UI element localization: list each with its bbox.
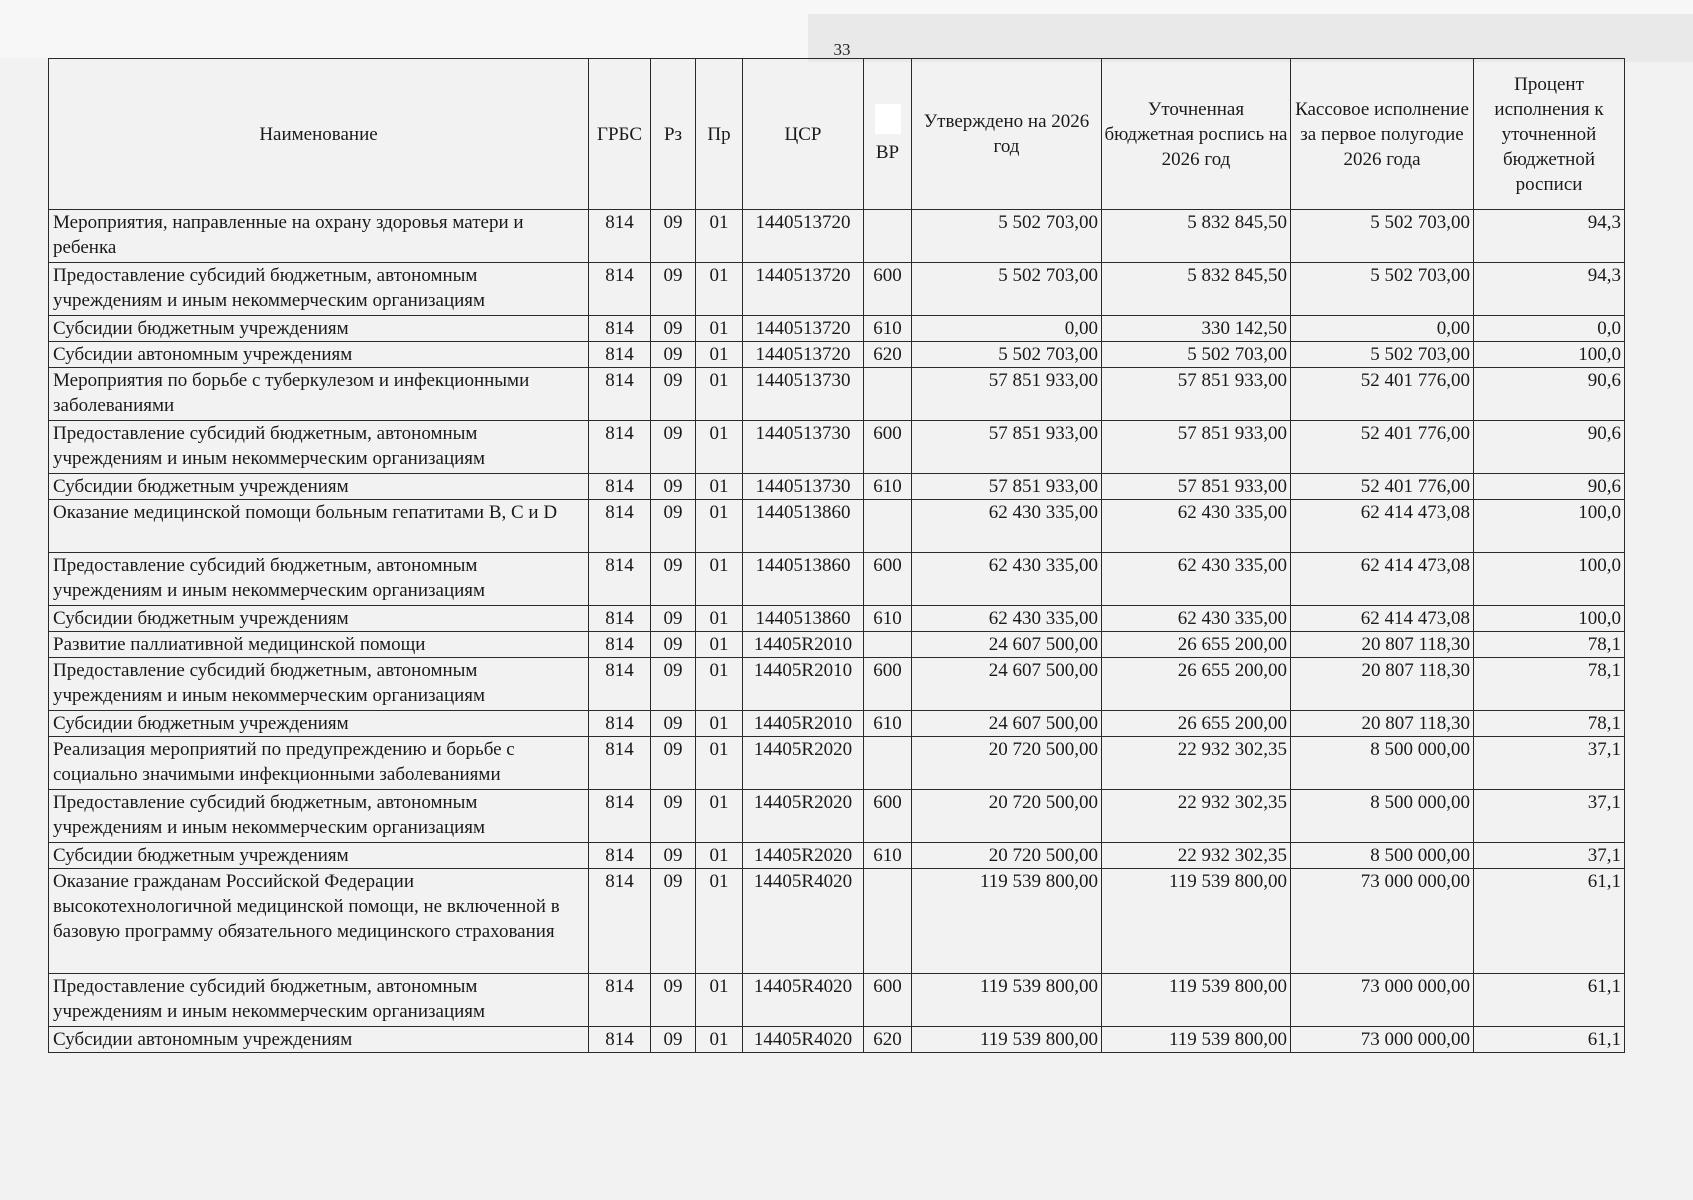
cell-approved: 57 851 933,00 (912, 421, 1102, 474)
cell-vr (864, 632, 912, 658)
cell-vr: 610 (864, 843, 912, 869)
cell-revised: 5 832 845,50 (1102, 263, 1291, 316)
cell-cash: 0,00 (1291, 316, 1474, 342)
table-row (49, 737, 1625, 790)
cell-grbs: 814 (589, 342, 651, 368)
cell-cash: 5 502 703,00 (1291, 210, 1474, 263)
cell-revised: 26 655 200,00 (1102, 632, 1291, 658)
cell-vr: 600 (864, 658, 912, 711)
cell-name: Субсидии бюджетным учреждениям (49, 316, 589, 342)
cell-revised: 22 932 302,35 (1102, 843, 1291, 869)
cell-name: Субсидии автономным учреждениям (49, 1027, 589, 1053)
table-header (49, 59, 1625, 210)
cell-csr: 14405R2020 (743, 737, 864, 790)
cell-pr: 01 (696, 1027, 743, 1053)
cell-name: Предоставление субсидий бюджетным, автономным учреждениям и иным некоммерческим организациям (49, 658, 589, 711)
budget-execution-table (48, 58, 1625, 1053)
cell-percent: 61,1 (1474, 1027, 1625, 1053)
cell-approved: 62 430 335,00 (912, 606, 1102, 632)
table-row (49, 711, 1625, 737)
cell-rz: 09 (651, 790, 696, 843)
cell-approved: 24 607 500,00 (912, 632, 1102, 658)
table-row (49, 210, 1625, 263)
cell-pr: 01 (696, 368, 743, 421)
cell-grbs: 814 (589, 790, 651, 843)
cell-cash: 73 000 000,00 (1291, 1027, 1474, 1053)
cell-grbs: 814 (589, 632, 651, 658)
cell-name: Субсидии бюджетным учреждениям (49, 711, 589, 737)
cell-approved: 62 430 335,00 (912, 553, 1102, 606)
cell-vr (864, 500, 912, 553)
cell-pr: 01 (696, 263, 743, 316)
cell-pr: 01 (696, 974, 743, 1027)
header-csr: ЦСР (743, 59, 864, 210)
cell-grbs: 814 (589, 500, 651, 553)
table-row (49, 843, 1625, 869)
cell-percent: 61,1 (1474, 974, 1625, 1027)
cell-csr: 1440513720 (743, 263, 864, 316)
cell-approved: 5 502 703,00 (912, 263, 1102, 316)
cell-pr: 01 (696, 711, 743, 737)
cell-revised: 57 851 933,00 (1102, 368, 1291, 421)
cell-percent: 100,0 (1474, 606, 1625, 632)
cell-vr: 620 (864, 1027, 912, 1053)
cell-vr: 600 (864, 974, 912, 1027)
cell-approved: 20 720 500,00 (912, 737, 1102, 790)
cell-percent: 100,0 (1474, 342, 1625, 368)
cell-revised: 5 502 703,00 (1102, 342, 1291, 368)
cell-name: Оказание гражданам Российской Федерации высокотехнологичной медицинской помощи, не включенной в базовую программу обязательного медицинского страхования (49, 869, 589, 974)
header-vr-cell (864, 59, 912, 210)
cell-grbs: 814 (589, 263, 651, 316)
cell-approved: 20 720 500,00 (912, 843, 1102, 869)
cell-rz: 09 (651, 737, 696, 790)
cell-csr: 1440513730 (743, 421, 864, 474)
cell-vr: 600 (864, 553, 912, 606)
cell-pr: 01 (696, 474, 743, 500)
table-row (49, 421, 1625, 474)
cell-revised: 26 655 200,00 (1102, 658, 1291, 711)
cell-approved: 24 607 500,00 (912, 658, 1102, 711)
cell-csr: 1440513720 (743, 210, 864, 263)
cell-approved: 119 539 800,00 (912, 1027, 1102, 1053)
cell-approved: 57 851 933,00 (912, 474, 1102, 500)
cell-csr: 14405R2010 (743, 658, 864, 711)
cell-cash: 20 807 118,30 (1291, 632, 1474, 658)
cell-name: Субсидии автономным учреждениям (49, 342, 589, 368)
cell-percent: 37,1 (1474, 790, 1625, 843)
cell-revised: 57 851 933,00 (1102, 421, 1291, 474)
cell-cash: 5 502 703,00 (1291, 342, 1474, 368)
cell-rz: 09 (651, 210, 696, 263)
cell-revised: 119 539 800,00 (1102, 1027, 1291, 1053)
cell-vr (864, 210, 912, 263)
cell-rz: 09 (651, 553, 696, 606)
cell-name: Мероприятия, направленные на охрану здоровья матери и ребенка (49, 210, 589, 263)
cell-vr: 610 (864, 316, 912, 342)
cell-grbs: 814 (589, 869, 651, 974)
cell-grbs: 814 (589, 210, 651, 263)
cell-rz: 09 (651, 421, 696, 474)
cell-approved: 119 539 800,00 (912, 869, 1102, 974)
cell-pr: 01 (696, 553, 743, 606)
header-row (49, 59, 1625, 210)
cell-approved: 57 851 933,00 (912, 368, 1102, 421)
cell-approved: 20 720 500,00 (912, 790, 1102, 843)
cell-revised: 119 539 800,00 (1102, 974, 1291, 1027)
cell-csr: 1440513730 (743, 368, 864, 421)
cell-vr: 600 (864, 263, 912, 316)
redaction-mark (875, 104, 901, 134)
cell-revised: 119 539 800,00 (1102, 869, 1291, 974)
cell-cash: 62 414 473,08 (1291, 606, 1474, 632)
cell-pr: 01 (696, 500, 743, 553)
cell-percent: 100,0 (1474, 553, 1625, 606)
cell-rz: 09 (651, 316, 696, 342)
cell-percent: 90,6 (1474, 421, 1625, 474)
cell-pr: 01 (696, 869, 743, 974)
cell-cash: 20 807 118,30 (1291, 711, 1474, 737)
page-number: 33 (833, 40, 851, 59)
cell-revised: 62 430 335,00 (1102, 553, 1291, 606)
cell-vr: 600 (864, 790, 912, 843)
table-row (49, 316, 1625, 342)
cell-rz: 09 (651, 632, 696, 658)
cell-percent: 90,6 (1474, 474, 1625, 500)
cell-name: Субсидии бюджетным учреждениям (49, 606, 589, 632)
cell-percent: 0,0 (1474, 316, 1625, 342)
cell-percent: 61,1 (1474, 869, 1625, 974)
cell-name: Мероприятия по борьбе с туберкулезом и инфекционными заболеваниями (49, 368, 589, 421)
cell-name: Предоставление субсидий бюджетным, автономным учреждениям и иным некоммерческим организациям (49, 421, 589, 474)
cell-pr: 01 (696, 843, 743, 869)
cell-percent: 78,1 (1474, 632, 1625, 658)
table-row (49, 632, 1625, 658)
cell-rz: 09 (651, 342, 696, 368)
cell-rz: 09 (651, 606, 696, 632)
cell-cash: 52 401 776,00 (1291, 474, 1474, 500)
cell-pr: 01 (696, 421, 743, 474)
header-name: Наименование (49, 59, 589, 210)
cell-pr: 01 (696, 737, 743, 790)
cell-pr: 01 (696, 342, 743, 368)
cell-approved: 0,00 (912, 316, 1102, 342)
cell-vr (864, 368, 912, 421)
cell-grbs: 814 (589, 843, 651, 869)
cell-grbs: 814 (589, 1027, 651, 1053)
table-row (49, 500, 1625, 553)
cell-rz: 09 (651, 368, 696, 421)
cell-name: Предоставление субсидий бюджетным, автономным учреждениям и иным некоммерческим организациям (49, 974, 589, 1027)
cell-cash: 52 401 776,00 (1291, 421, 1474, 474)
header-pr: Пр (696, 59, 743, 210)
cell-csr: 1440513730 (743, 474, 864, 500)
cell-pr: 01 (696, 632, 743, 658)
cell-cash: 73 000 000,00 (1291, 869, 1474, 974)
cell-approved: 62 430 335,00 (912, 500, 1102, 553)
cell-name: Предоставление субсидий бюджетным, автономным учреждениям и иным некоммерческим организациям (49, 790, 589, 843)
cell-rz: 09 (651, 974, 696, 1027)
cell-grbs: 814 (589, 474, 651, 500)
cell-name: Оказание медицинской помощи больным гепатитами В, С и D (49, 500, 589, 553)
header-grbs: ГРБС (589, 59, 651, 210)
table-row (49, 368, 1625, 421)
header-vr: ВР (875, 141, 900, 163)
cell-revised: 62 430 335,00 (1102, 500, 1291, 553)
cell-revised: 22 932 302,35 (1102, 737, 1291, 790)
header-percent: Процент исполнения к уточненной бюджетной росписи (1474, 59, 1625, 210)
cell-csr: 14405R2020 (743, 790, 864, 843)
cell-csr: 14405R2020 (743, 843, 864, 869)
cell-cash: 52 401 776,00 (1291, 368, 1474, 421)
cell-revised: 5 832 845,50 (1102, 210, 1291, 263)
cell-name: Реализация мероприятий по предупреждению и борьбе с социально значимыми инфекционными заболеваниями (49, 737, 589, 790)
cell-percent: 94,3 (1474, 263, 1625, 316)
cell-cash: 20 807 118,30 (1291, 658, 1474, 711)
cell-grbs: 814 (589, 368, 651, 421)
cell-csr: 14405R4020 (743, 974, 864, 1027)
cell-revised: 62 430 335,00 (1102, 606, 1291, 632)
cell-cash: 8 500 000,00 (1291, 843, 1474, 869)
cell-cash: 5 502 703,00 (1291, 263, 1474, 316)
cell-cash: 8 500 000,00 (1291, 737, 1474, 790)
cell-name: Субсидии бюджетным учреждениям (49, 843, 589, 869)
cell-grbs: 814 (589, 711, 651, 737)
cell-cash: 62 414 473,08 (1291, 553, 1474, 606)
cell-rz: 09 (651, 658, 696, 711)
cell-csr: 14405R4020 (743, 869, 864, 974)
cell-percent: 94,3 (1474, 210, 1625, 263)
table-row (49, 974, 1625, 1027)
cell-name: Субсидии бюджетным учреждениям (49, 474, 589, 500)
cell-vr (864, 869, 912, 974)
cell-csr: 14405R4020 (743, 1027, 864, 1053)
cell-cash: 8 500 000,00 (1291, 790, 1474, 843)
cell-approved: 5 502 703,00 (912, 210, 1102, 263)
cell-csr: 1440513860 (743, 606, 864, 632)
header-approved: Утверждено на 2026 год (912, 59, 1102, 210)
cell-rz: 09 (651, 843, 696, 869)
cell-name: Предоставление субсидий бюджетным, автономным учреждениям и иным некоммерческим организациям (49, 263, 589, 316)
header-cash: Кассовое исполнение за первое полугодие 2026 года (1291, 59, 1474, 210)
cell-csr: 14405R2010 (743, 711, 864, 737)
cell-grbs: 814 (589, 658, 651, 711)
cell-percent: 37,1 (1474, 843, 1625, 869)
cell-revised: 26 655 200,00 (1102, 711, 1291, 737)
table-row (49, 606, 1625, 632)
table-row (49, 1027, 1625, 1053)
table-row (49, 869, 1625, 974)
cell-vr (864, 737, 912, 790)
header-rz: Рз (651, 59, 696, 210)
scan-shading (808, 14, 1693, 62)
cell-rz: 09 (651, 263, 696, 316)
cell-vr: 620 (864, 342, 912, 368)
cell-csr: 1440513720 (743, 342, 864, 368)
cell-name: Предоставление субсидий бюджетным, автономным учреждениям и иным некоммерческим организациям (49, 553, 589, 606)
cell-grbs: 814 (589, 553, 651, 606)
cell-csr: 14405R2010 (743, 632, 864, 658)
table-row (49, 658, 1625, 711)
cell-grbs: 814 (589, 974, 651, 1027)
cell-csr: 1440513720 (743, 316, 864, 342)
cell-grbs: 814 (589, 606, 651, 632)
cell-rz: 09 (651, 869, 696, 974)
cell-grbs: 814 (589, 421, 651, 474)
cell-percent: 78,1 (1474, 658, 1625, 711)
cell-rz: 09 (651, 474, 696, 500)
table-row (49, 553, 1625, 606)
table-row (49, 263, 1625, 316)
cell-approved: 5 502 703,00 (912, 342, 1102, 368)
cell-vr: 610 (864, 474, 912, 500)
table-row (49, 790, 1625, 843)
cell-pr: 01 (696, 606, 743, 632)
cell-cash: 73 000 000,00 (1291, 974, 1474, 1027)
cell-rz: 09 (651, 711, 696, 737)
cell-csr: 1440513860 (743, 500, 864, 553)
cell-vr: 610 (864, 711, 912, 737)
cell-cash: 62 414 473,08 (1291, 500, 1474, 553)
cell-rz: 09 (651, 1027, 696, 1053)
cell-percent: 90,6 (1474, 368, 1625, 421)
table-body (49, 210, 1625, 1053)
cell-approved: 24 607 500,00 (912, 711, 1102, 737)
cell-pr: 01 (696, 316, 743, 342)
cell-percent: 37,1 (1474, 737, 1625, 790)
cell-percent: 78,1 (1474, 711, 1625, 737)
table-row (49, 342, 1625, 368)
cell-revised: 330 142,50 (1102, 316, 1291, 342)
header-revised: Уточненная бюджетная роспись на 2026 год (1102, 59, 1291, 210)
cell-vr: 610 (864, 606, 912, 632)
cell-rz: 09 (651, 500, 696, 553)
cell-pr: 01 (696, 658, 743, 711)
cell-grbs: 814 (589, 316, 651, 342)
cell-grbs: 814 (589, 737, 651, 790)
cell-pr: 01 (696, 790, 743, 843)
cell-approved: 119 539 800,00 (912, 974, 1102, 1027)
cell-name: Развитие паллиативной медицинской помощи (49, 632, 589, 658)
cell-vr: 600 (864, 421, 912, 474)
cell-pr: 01 (696, 210, 743, 263)
cell-revised: 22 932 302,35 (1102, 790, 1291, 843)
cell-csr: 1440513860 (743, 553, 864, 606)
table-row (49, 474, 1625, 500)
cell-revised: 57 851 933,00 (1102, 474, 1291, 500)
cell-percent: 100,0 (1474, 500, 1625, 553)
